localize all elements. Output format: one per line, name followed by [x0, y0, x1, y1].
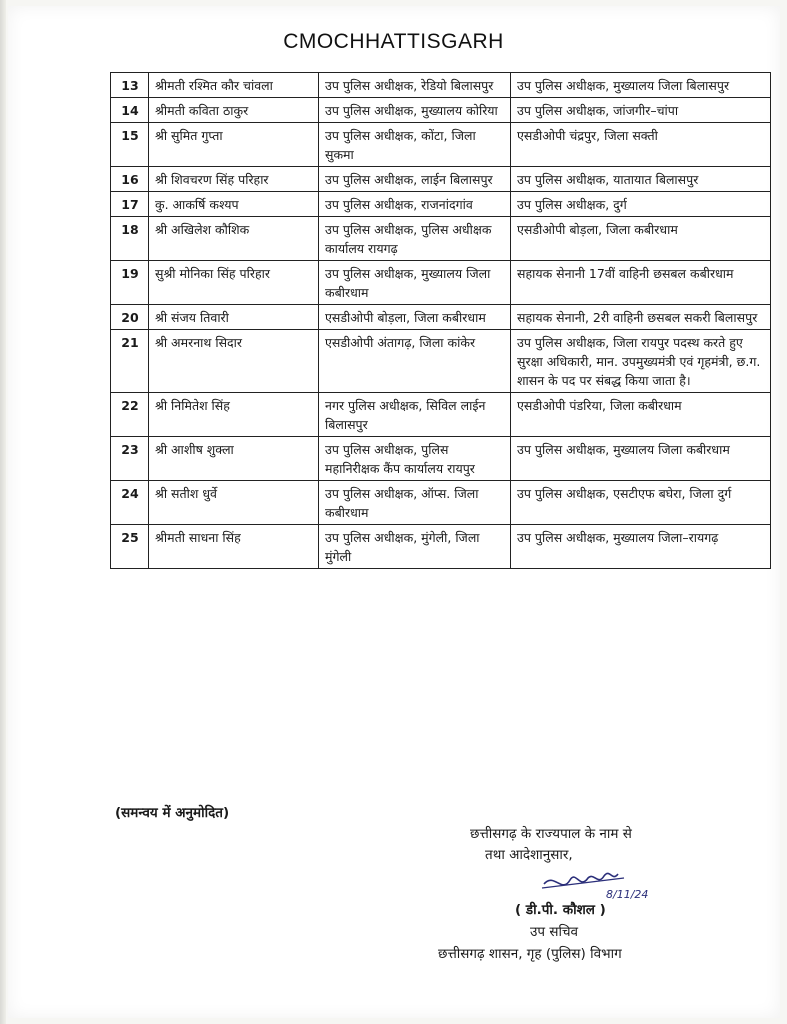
new-posting: उप पुलिस अधीक्षक, मुख्यालय जिला कबीरधाम: [511, 437, 771, 481]
table-row: [111, 437, 771, 481]
current-posting: उप पुलिस अधीक्षक, मुख्यालय जिला कबीरधाम: [319, 261, 511, 305]
officer-name: श्री सतीश धुर्वे: [149, 481, 319, 525]
officer-name: श्री अमरनाथ सिदार: [149, 330, 319, 393]
current-posting: उप पुलिस अधीक्षक, कोंटा, जिला सुकमा: [319, 123, 511, 167]
current-posting: उप पुलिस अधीक्षक, पुलिस अधीक्षक कार्यालय रायगढ़: [319, 217, 511, 261]
officer-name: श्रीमती कविता ठाकुर: [149, 98, 319, 123]
page-title: CMOCHHATTISGARH: [283, 30, 504, 53]
order-line-1: छत्तीसगढ़ के राज्यपाल के नाम से: [470, 826, 632, 842]
current-posting: एसडीओपी अंतागढ़, जिला कांकेर: [319, 330, 511, 393]
order-line-2: तथा आदेशानुसार,: [485, 847, 573, 863]
table-row: [111, 167, 771, 192]
officer-name: श्री संजय तिवारी: [149, 305, 319, 330]
table-row: [111, 192, 771, 217]
current-posting: नगर पुलिस अधीक्षक, सिविल लाईन बिलासपुर: [319, 393, 511, 437]
new-posting: उप पुलिस अधीक्षक, एसटीएफ बघेरा, जिला दुर्ग: [511, 481, 771, 525]
new-posting: उप पुलिस अधीक्षक, मुख्यालय जिला–रायगढ़: [511, 525, 771, 569]
officer-name: सुश्री मोनिका सिंह परिहार: [149, 261, 319, 305]
table-row: [111, 261, 771, 305]
row-number: 25: [111, 525, 149, 569]
officer-name: श्री अखिलेश कौशिक: [149, 217, 319, 261]
new-posting: एसडीओपी पंडरिया, जिला कबीरधाम: [511, 393, 771, 437]
row-number: 22: [111, 393, 149, 437]
current-posting: उप पुलिस अधीक्षक, ऑप्स. जिला कबीरधाम: [319, 481, 511, 525]
new-posting: उप पुलिस अधीक्षक, यातायात बिलासपुर: [511, 167, 771, 192]
table-row: [111, 330, 771, 393]
signature-date: 8/11/24: [606, 888, 649, 901]
current-posting: उप पुलिस अधीक्षक, पुलिस महानिरीक्षक कैंप कार्यालय रायपुर: [319, 437, 511, 481]
officer-name: श्री आशीष शुक्ला: [149, 437, 319, 481]
current-posting: उप पुलिस अधीक्षक, राजनांदगांव: [319, 192, 511, 217]
row-number: 18: [111, 217, 149, 261]
current-posting: उप पुलिस अधीक्षक, मुंगेली, जिला मुंगेली: [319, 525, 511, 569]
signatory-designation: उप सचिव: [530, 924, 579, 940]
current-posting: उप पुलिस अधीक्षक, रेडियो बिलासपुर: [319, 73, 511, 98]
row-number: 14: [111, 98, 149, 123]
new-posting: सहायक सेनानी, 2री वाहिनी छसबल सकरी बिलासपुर: [511, 305, 771, 330]
current-posting: उप पुलिस अधीक्षक, लाईन बिलासपुर: [319, 167, 511, 192]
table-row: [111, 525, 771, 569]
row-number: 23: [111, 437, 149, 481]
row-number: 20: [111, 305, 149, 330]
row-number: 15: [111, 123, 149, 167]
current-posting: एसडीओपी बोड़ला, जिला कबीरधाम: [319, 305, 511, 330]
approval-note: (समन्वय में अनुमोदित): [115, 805, 230, 821]
new-posting: उप पुलिस अधीक्षक, जिला रायपुर पदस्थ करते हुए सुरक्षा अधिकारी, मान. उपमुख्यमंत्री एवं गृहमंत्री, छ.ग. शासन के पद पर संबद्ध किया जाता है।: [511, 330, 771, 393]
page-fold-edge: [0, 0, 6, 1024]
table-row: [111, 73, 771, 98]
officer-name: श्रीमती साधना सिंह: [149, 525, 319, 569]
transfer-table: [110, 72, 771, 569]
row-number: 19: [111, 261, 149, 305]
new-posting: उप पुलिस अधीक्षक, मुख्यालय जिला बिलासपुर: [511, 73, 771, 98]
department-name: छत्तीसगढ़ शासन, गृह (पुलिस) विभाग: [438, 946, 622, 962]
officer-name: श्री सुमित गुप्ता: [149, 123, 319, 167]
officer-name: कु. आकर्षि कश्यप: [149, 192, 319, 217]
current-posting: उप पुलिस अधीक्षक, मुख्यालय कोरिया: [319, 98, 511, 123]
new-posting: एसडीओपी चंद्रपुर, जिला सक्ती: [511, 123, 771, 167]
row-number: 16: [111, 167, 149, 192]
row-number: 17: [111, 192, 149, 217]
new-posting: उप पुलिस अधीक्षक, दुर्ग: [511, 192, 771, 217]
new-posting: सहायक सेनानी 17वीं वाहिनी छसबल कबीरधाम: [511, 261, 771, 305]
row-number: 24: [111, 481, 149, 525]
new-posting: एसडीओपी बोड़ला, जिला कबीरधाम: [511, 217, 771, 261]
table-row: [111, 481, 771, 525]
row-number: 21: [111, 330, 149, 393]
officer-name: श्री शिवचरण सिंह परिहार: [149, 167, 319, 192]
table-row: [111, 217, 771, 261]
table-row: [111, 123, 771, 167]
table-row: [111, 393, 771, 437]
table-row: [111, 305, 771, 330]
officer-name: श्री निमितेश सिंह: [149, 393, 319, 437]
officer-name: श्रीमती रश्मित कौर चांवला: [149, 73, 319, 98]
signatory-name: ( डी.पी. कौशल ): [515, 902, 606, 918]
row-number: 13: [111, 73, 149, 98]
new-posting: उप पुलिस अधीक्षक, जांजगीर–चांपा: [511, 98, 771, 123]
table-row: [111, 98, 771, 123]
